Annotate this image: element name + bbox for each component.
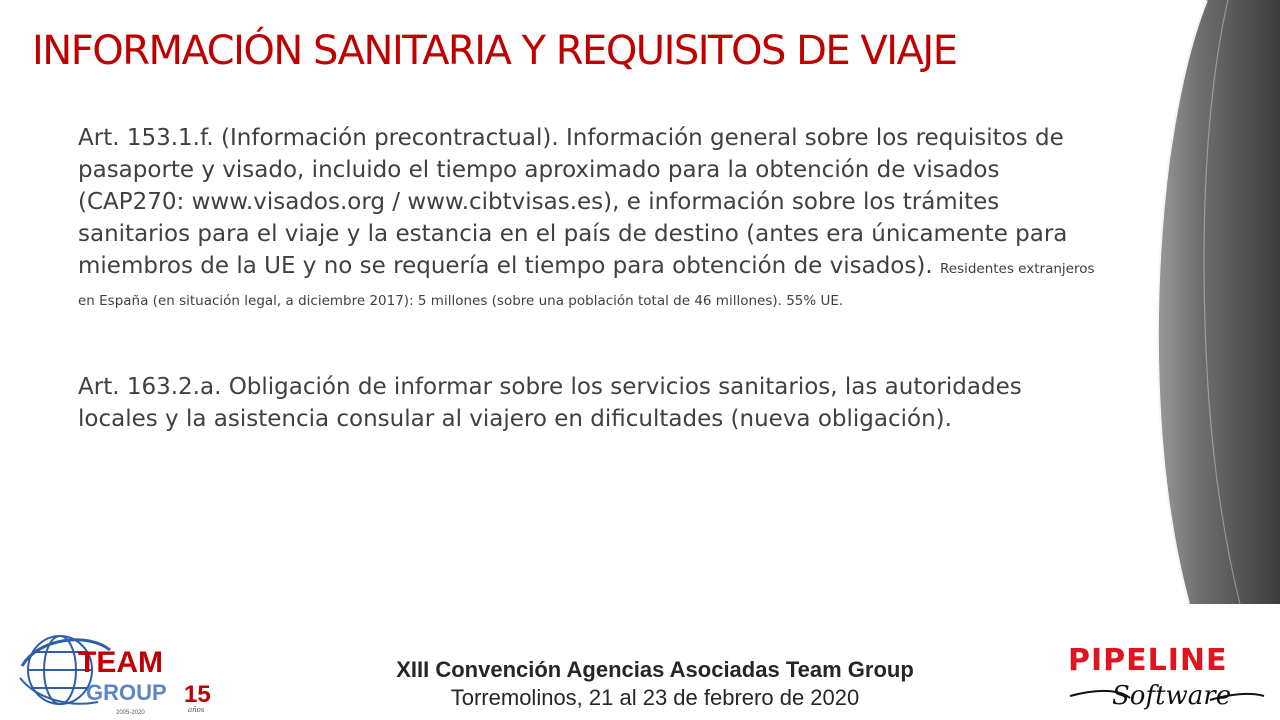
pipeline-software-logo — [1060, 638, 1270, 718]
paragraph-art-153-main: Art. 153.1.f. (Información precontractual). Información general sobre los requisitos de pasaporte y visado, incluido el tiempo aproximado para la obtención de visados (CAP270: www.visados.org / www.cibtvisas.es), e información sobre los trámites sanitarios para el viaje y la estancia en el país de destino (antes era únicamente para miembros de la UE y no se requería el tiempo para obtención de visados). — [78, 125, 1068, 279]
footer-event-place-date: Torremolinos, 21 al 23 de febrero de 2020 — [450, 685, 860, 710]
footer-event-name: XIII Convención Agencias Asociadas Team Group — [396, 657, 914, 682]
paragraph-art-163 — [78, 371, 1098, 435]
paragraph-art-163-main: Art. 163.2.a. Obligación de informar sobre los servicios sanitarios, las autoridades locales y la asistencia consular al viajero en dificultades (nueva obligación). — [78, 374, 1022, 432]
pipeline-logo-word: PIPELINE — [1068, 643, 1228, 678]
team-group-logo-anos: años — [188, 706, 205, 714]
slide-title: INFORMACIÓN SANITARIA Y REQUISITOS DE VIAJE — [32, 28, 957, 74]
pipeline-logo-script: Software — [1112, 681, 1232, 711]
team-group-logo-word1: TEAM — [78, 646, 163, 679]
slide-body — [78, 122, 1098, 435]
paragraph-art-153-note: Residentes extranjeros en España (en situación legal, a diciembre 2017): 5 millones (sobre una población total de 46 millones). 55% UE. — [78, 261, 1095, 309]
team-group-logo — [18, 628, 228, 718]
team-group-logo-years: 2005-2020 — [116, 710, 145, 716]
team-group-logo-number: 15 — [184, 681, 211, 708]
team-group-logo-word2: GROUP — [86, 680, 167, 705]
slide-footer — [330, 656, 980, 712]
paragraph-art-153 — [78, 122, 1098, 314]
